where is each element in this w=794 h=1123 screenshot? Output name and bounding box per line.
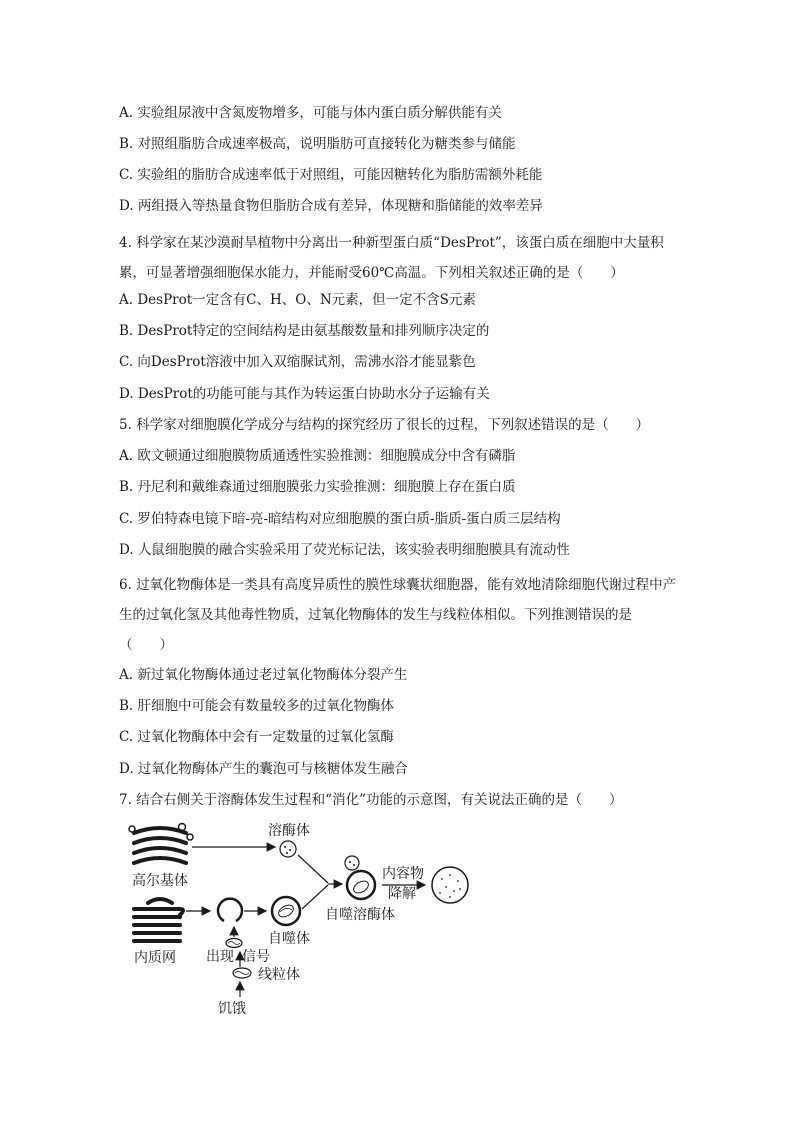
mitochondrion-icon	[226, 939, 242, 948]
autolysosome-label: 自噬溶酶体	[325, 907, 395, 923]
option-6d: D. 过氧化物酶体产生的囊泡可与核糖体发生融合	[119, 761, 408, 777]
option-6b: B. 肝细胞中可能会有数量较多的过氧化物酶体	[119, 698, 395, 714]
autophagosome-icon	[272, 897, 300, 925]
autolysosome-icon	[345, 856, 375, 899]
hunger-label: 饥饿	[218, 1001, 246, 1017]
option-3b: B. 对照组脂肪合成速率极高，说明脂肪可直接转化为糖类参与储能	[119, 136, 516, 152]
question-6: 6. 过氧化物酶体是一类具有高度异质性的膜性球囊状细胞器，能有效地清除细胞代谢过程中产生的过氧化氢及其他毒性物质，过氧化物酶体的发生与线粒体相似。下列推测错误的是（ ）	[119, 577, 677, 653]
signal-label: 信号	[242, 949, 270, 965]
lysosome-label: 溶酶体	[268, 823, 310, 839]
mitochondrion-label: 线粒体	[258, 967, 300, 983]
option-3c: C. 实验组的脂肪合成速率低于对照组，可能因糖转化为脂肪需额外耗能	[119, 167, 543, 183]
residual-body-icon	[432, 867, 468, 903]
option-6c: C. 过氧化物酶体中会有一定数量的过氧化氢酶	[119, 729, 394, 745]
er-icon	[134, 899, 183, 941]
signal-appear-label: 出现	[206, 949, 234, 965]
content-label: 内容物	[382, 866, 424, 882]
golgi-icon	[129, 824, 193, 864]
option-5d: D. 人鼠细胞膜的融合实验采用了荧光标记法，该实验表明细胞膜具有流动性	[119, 542, 570, 558]
degrade-label: 降解	[388, 886, 416, 902]
option-4b: B. DesProt特定的空间结构是由氨基酸数量和排列顺序决定的	[119, 323, 490, 339]
option-4d: D. DesProt的功能可能与其作为转运蛋白协助水分子运输有关	[119, 386, 490, 402]
option-4a: A. DesProt一定含有C、H、O、N元素，但一定不含S元素	[119, 292, 476, 308]
option-5a: A. 欧文顿通过细胞膜物质通透性实验推测：细胞膜成分中含有磷脂	[119, 448, 516, 464]
question-7: 7. 结合右侧关于溶酶体发生过程和“消化”功能的示意图，有关说法正确的是（ ）	[119, 792, 623, 808]
question-5: 5. 科学家对细胞膜化学成分与结构的探究经历了很长的过程，下列叙述错误的是（ ）	[119, 417, 650, 433]
autophagosome-label: 自噬体	[268, 931, 310, 947]
lysosome-diagram	[120, 815, 480, 1020]
lysosome-icon	[280, 841, 296, 857]
er-label: 内质网	[134, 950, 176, 966]
option-3a: A. 实验组尿液中含氮废物增多，可能与体内蛋白质分解供能有关	[119, 105, 502, 121]
option-5c: C. 罗伯特森电镜下暗-亮-暗结构对应细胞膜的蛋白质-脂质-蛋白质三层结构	[119, 511, 561, 527]
phagophore-icon	[218, 899, 242, 921]
mitochondrion-lower-icon	[233, 968, 251, 978]
option-4c: C. 向DesProt溶液中加入双缩脲试剂，需沸水浴才能显紫色	[119, 354, 476, 370]
question-4: 4. 科学家在某沙漠耐旱植物中分离出一种新型蛋白质“DesProt”，该蛋白质在细胞中大量积累，可显著增强细胞保水能力，并能耐受60℃高温。下列相关叙述正确的是（ ）	[119, 235, 664, 281]
option-5b: B. 丹尼利和戴维森通过细胞膜张力实验推测：细胞膜上存在蛋白质	[119, 479, 516, 495]
option-6a: A. 新过氧化物酶体通过老过氧化物酶体分裂产生	[119, 667, 408, 683]
option-3d: D. 两组摄入等热量食物但脂肪合成有差异，体现糖和脂储能的效率差异	[119, 198, 543, 214]
golgi-label: 高尔基体	[132, 873, 188, 889]
